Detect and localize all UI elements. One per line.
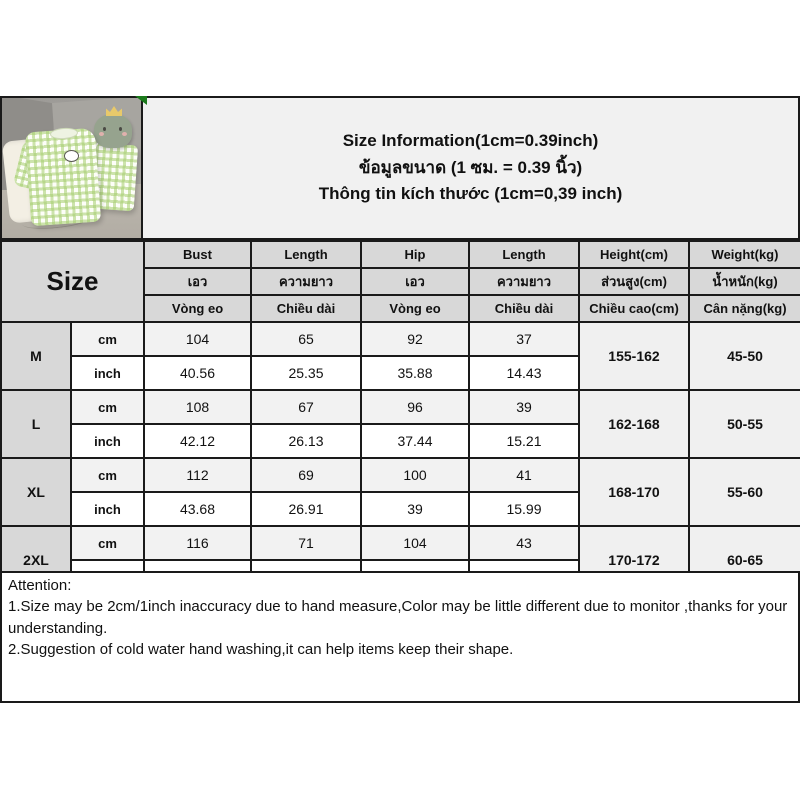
measurement-cell: 108 — [144, 390, 251, 424]
unit-label-inch: inch — [71, 492, 144, 526]
unit-label-cm: cm — [71, 390, 144, 424]
col-header-length2-th: ความยาว — [469, 268, 579, 295]
col-header-height: Height(cm) — [579, 241, 689, 268]
measurement-cell: 41 — [469, 458, 579, 492]
height-range-cell: 155-162 — [579, 322, 689, 390]
measurement-cell: 96 — [361, 390, 469, 424]
attention-title: Attention: — [8, 577, 72, 594]
measurement-cell: 39 — [469, 390, 579, 424]
measurement-cell: 14.43 — [469, 356, 579, 390]
col-header-bust-th: เอว — [144, 268, 251, 295]
title-vi: Thông tin kích thước (1cm=0,39 inch) — [318, 184, 623, 204]
weight-range-cell: 45-50 — [689, 322, 800, 390]
size-table — [0, 240, 800, 595]
unit-label-cm: cm — [71, 458, 144, 492]
measurement-cell: 69 — [251, 458, 361, 492]
measurement-cell: 40.56 — [144, 356, 251, 390]
measurement-cell: 42.12 — [144, 424, 251, 458]
pajama-top-icon — [25, 128, 101, 227]
unit-label-inch: inch — [71, 424, 144, 458]
col-header-bust: Bust — [144, 241, 251, 268]
table-row — [1, 390, 800, 424]
unit-label-cm: cm — [71, 322, 144, 356]
header-row-en — [1, 241, 800, 268]
measurement-cell: 112 — [144, 458, 251, 492]
title-block — [143, 98, 798, 238]
measurement-cell: 37 — [469, 322, 579, 356]
attention-notes — [0, 571, 800, 703]
unit-label-inch: inch — [71, 356, 144, 390]
height-range-cell: 162-168 — [579, 390, 689, 458]
measurement-cell: 71 — [251, 526, 361, 560]
measurement-cell: 15.99 — [469, 492, 579, 526]
col-header-weight-vi: Cân nặng(kg) — [689, 295, 800, 322]
col-header-length-vi: Chiều dài — [251, 295, 361, 322]
size-label-m: M — [1, 322, 71, 390]
size-label-2xl: 2XL — [1, 526, 71, 594]
measurement-cell: 104 — [361, 526, 469, 560]
measurement-cell: 67 — [251, 390, 361, 424]
measurement-cell: 39 — [361, 492, 469, 526]
col-header-height-vi: Chiều cao(cm) — [579, 295, 689, 322]
weight-range-cell: 50-55 — [689, 390, 800, 458]
attention-line-1: 1.Size may be 2cm/1inch inaccuracy due to hand measure,Color may be little different due to monitor ,thanks for your understanding. — [8, 598, 788, 637]
measurement-cell: 104 — [144, 322, 251, 356]
measurement-cell: 100 — [361, 458, 469, 492]
weight-range-cell: 55-60 — [689, 458, 800, 526]
height-range-cell: 170-172 — [579, 526, 689, 594]
header-section — [0, 96, 800, 240]
size-header: Size — [1, 241, 144, 322]
measurement-cell: 35.88 — [361, 356, 469, 390]
size-label-xl: XL — [1, 458, 71, 526]
measurement-cell: 43 — [469, 526, 579, 560]
measurement-cell: 92 — [361, 322, 469, 356]
measurement-cell: 25.35 — [251, 356, 361, 390]
table-row — [1, 526, 800, 560]
table-row — [1, 322, 800, 356]
col-header-hip-vi: Vòng eo — [361, 295, 469, 322]
measurement-cell: 43.68 — [144, 492, 251, 526]
col-header-height-th: ส่วนสูง(cm) — [579, 268, 689, 295]
measurement-cell: 15.21 — [469, 424, 579, 458]
col-header-bust-vi: Vòng eo — [144, 295, 251, 322]
title-th: ข้อมูลขนาด (1 ซม. = 0.39 นิ้ว) — [358, 157, 583, 177]
table-row — [1, 458, 800, 492]
col-header-length: Length — [251, 241, 361, 268]
kitty-patch-icon — [64, 150, 79, 162]
col-header-hip: Hip — [361, 241, 469, 268]
col-header-hip-th: เอว — [361, 268, 469, 295]
dino-plush-icon — [94, 114, 132, 148]
measurement-cell: 116 — [144, 526, 251, 560]
measurement-cell: 26.91 — [251, 492, 361, 526]
col-header-length-th: ความยาว — [251, 268, 361, 295]
unit-label-cm: cm — [71, 526, 144, 560]
measurement-cell: 65 — [251, 322, 361, 356]
size-label-l: L — [1, 390, 71, 458]
col-header-length2: Length — [469, 241, 579, 268]
measurement-cell: 26.13 — [251, 424, 361, 458]
weight-range-cell: 60-65 — [689, 526, 800, 594]
title-en: Size Information(1cm=0.39inch) — [342, 131, 599, 151]
attention-line-2: 2.Suggestion of cold water hand washing,it can help items keep their shape. — [8, 640, 514, 658]
col-header-weight: Weight(kg) — [689, 241, 800, 268]
col-header-weight-th: น้ำหนัก(kg) — [689, 268, 800, 295]
measurement-cell: 37.44 — [361, 424, 469, 458]
height-range-cell: 168-170 — [579, 458, 689, 526]
photo-scene — [2, 98, 141, 238]
product-photo — [2, 98, 143, 238]
col-header-length2-vi: Chiều dài — [469, 295, 579, 322]
